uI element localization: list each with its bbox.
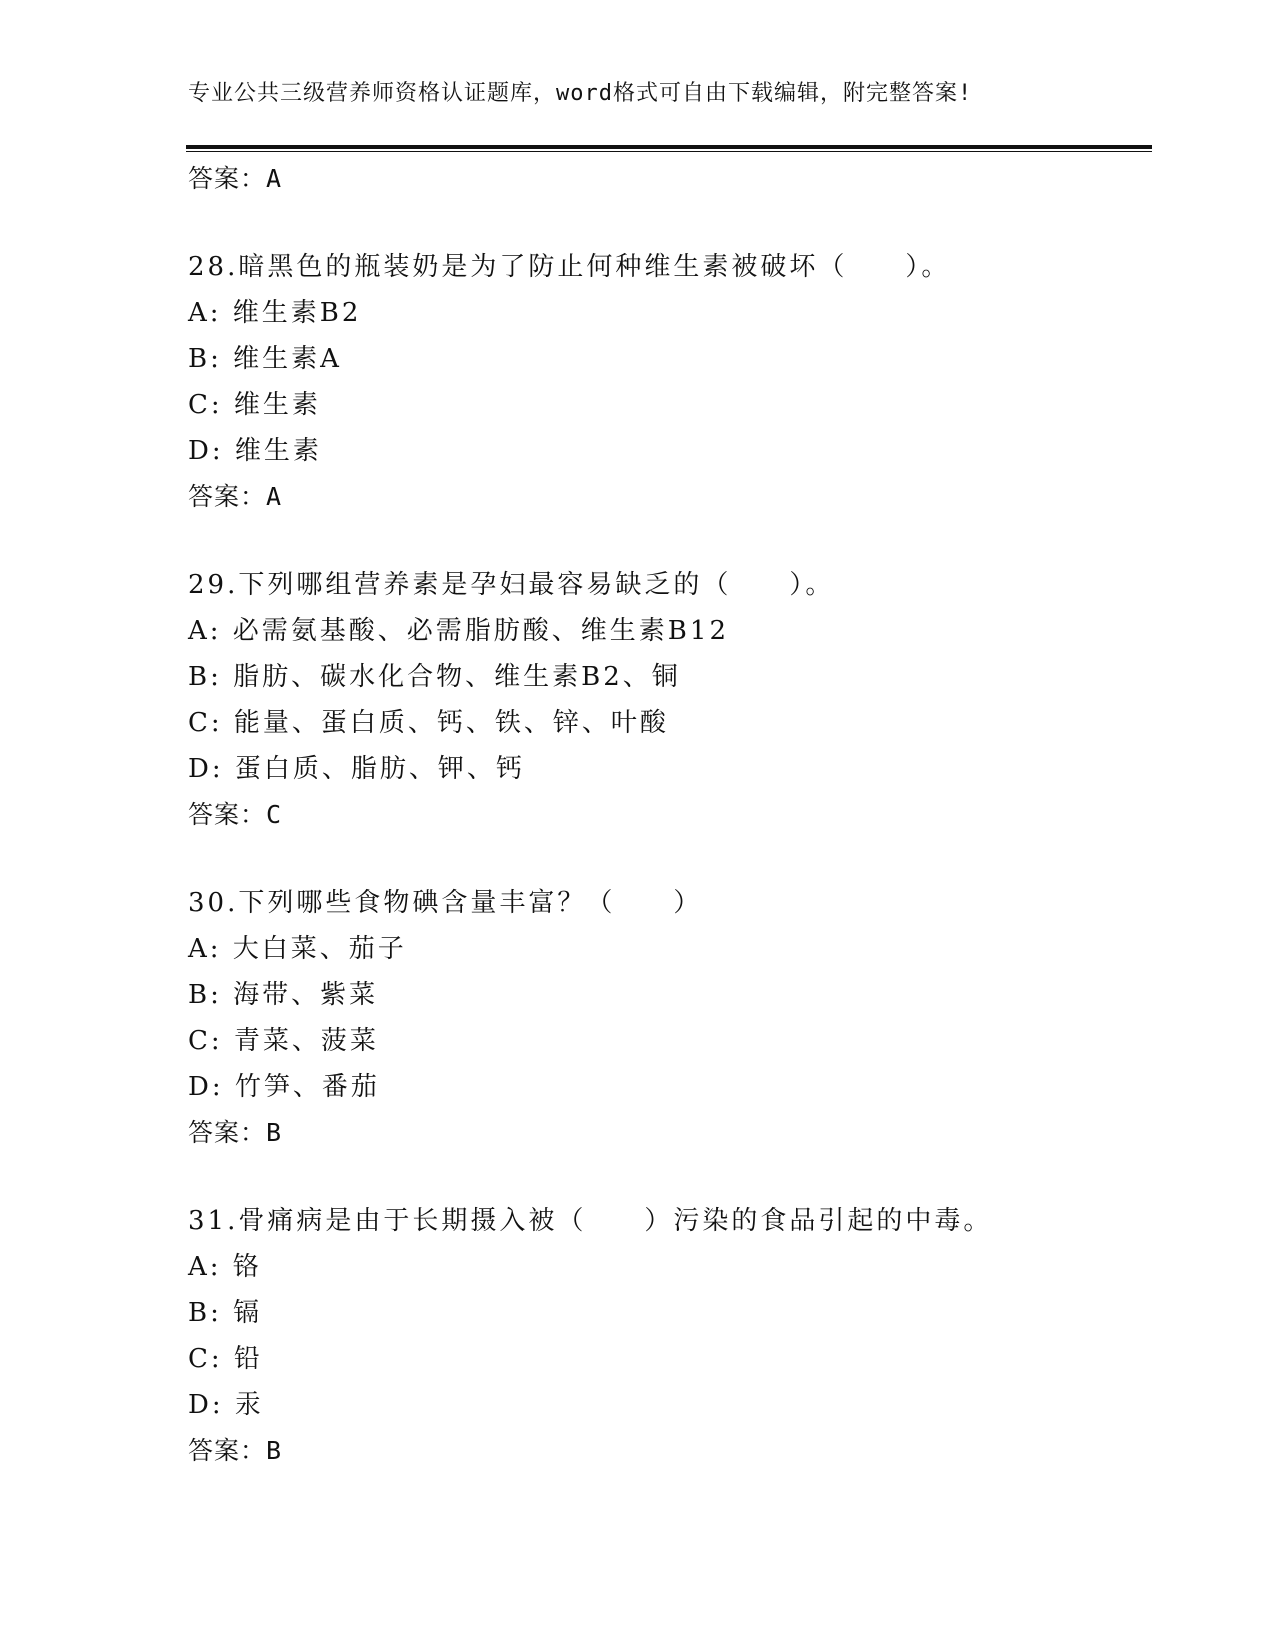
option-b: B: 镉	[188, 1298, 263, 1328]
answer-line: 答案：C	[188, 800, 283, 829]
question-block	[188, 1198, 1148, 1474]
answer-line: 答案：B	[188, 1118, 283, 1147]
option-d: D: 汞	[188, 1390, 264, 1420]
option-c: C: 青菜、菠菜	[188, 1026, 379, 1056]
question-stem: 30.下列哪些食物碘含量丰富？（ ）	[188, 888, 703, 918]
question-block	[188, 244, 1148, 520]
previous-answer: 答案：A	[188, 164, 283, 193]
spacer	[188, 202, 1148, 244]
option-d: D: 维生素	[188, 436, 322, 466]
spacer	[188, 838, 1148, 880]
question-block	[188, 880, 1148, 1156]
header-rule-thin	[186, 151, 1152, 152]
spacer	[188, 1156, 1148, 1198]
spacer	[188, 520, 1148, 562]
option-b: B: 海带、紫菜	[188, 980, 379, 1010]
option-c: C: 铅	[188, 1344, 263, 1374]
option-a: A: 必需氨基酸、必需脂肪酸、维生素B12	[188, 616, 729, 646]
option-a: A: 维生素B2	[188, 298, 362, 328]
option-b: B: 脂肪、碳水化合物、维生素B2、铜	[188, 662, 681, 692]
answer-line: 答案：B	[188, 1436, 283, 1465]
option-a: A: 铬	[188, 1252, 262, 1282]
option-b: B: 维生素A	[188, 344, 342, 374]
page-header: 专业公共三级营养师资格认证题库，word格式可自由下载编辑，附完整答案!	[188, 81, 973, 106]
option-c: C: 能量、蛋白质、钙、铁、锌、叶酸	[188, 708, 669, 738]
option-a: A: 大白菜、茄子	[188, 934, 407, 964]
answer-line: 答案：A	[188, 482, 283, 511]
question-stem: 28.暗黑色的瓶装奶是为了防止何种维生素被破坏（ ）。	[188, 252, 951, 282]
option-d: D: 蛋白质、脂肪、钾、钙	[188, 754, 525, 784]
question-list	[188, 156, 1148, 1474]
option-d: D: 竹笋、番茄	[188, 1072, 380, 1102]
question-block	[188, 562, 1148, 838]
question-stem: 31.骨痛病是由于长期摄入被（ ）污染的食品引起的中毒。	[188, 1206, 993, 1236]
option-c: C: 维生素	[188, 390, 321, 420]
question-stem: 29.下列哪组营养素是孕妇最容易缺乏的（ ）。	[188, 570, 835, 600]
header-rule-thick	[186, 145, 1152, 149]
